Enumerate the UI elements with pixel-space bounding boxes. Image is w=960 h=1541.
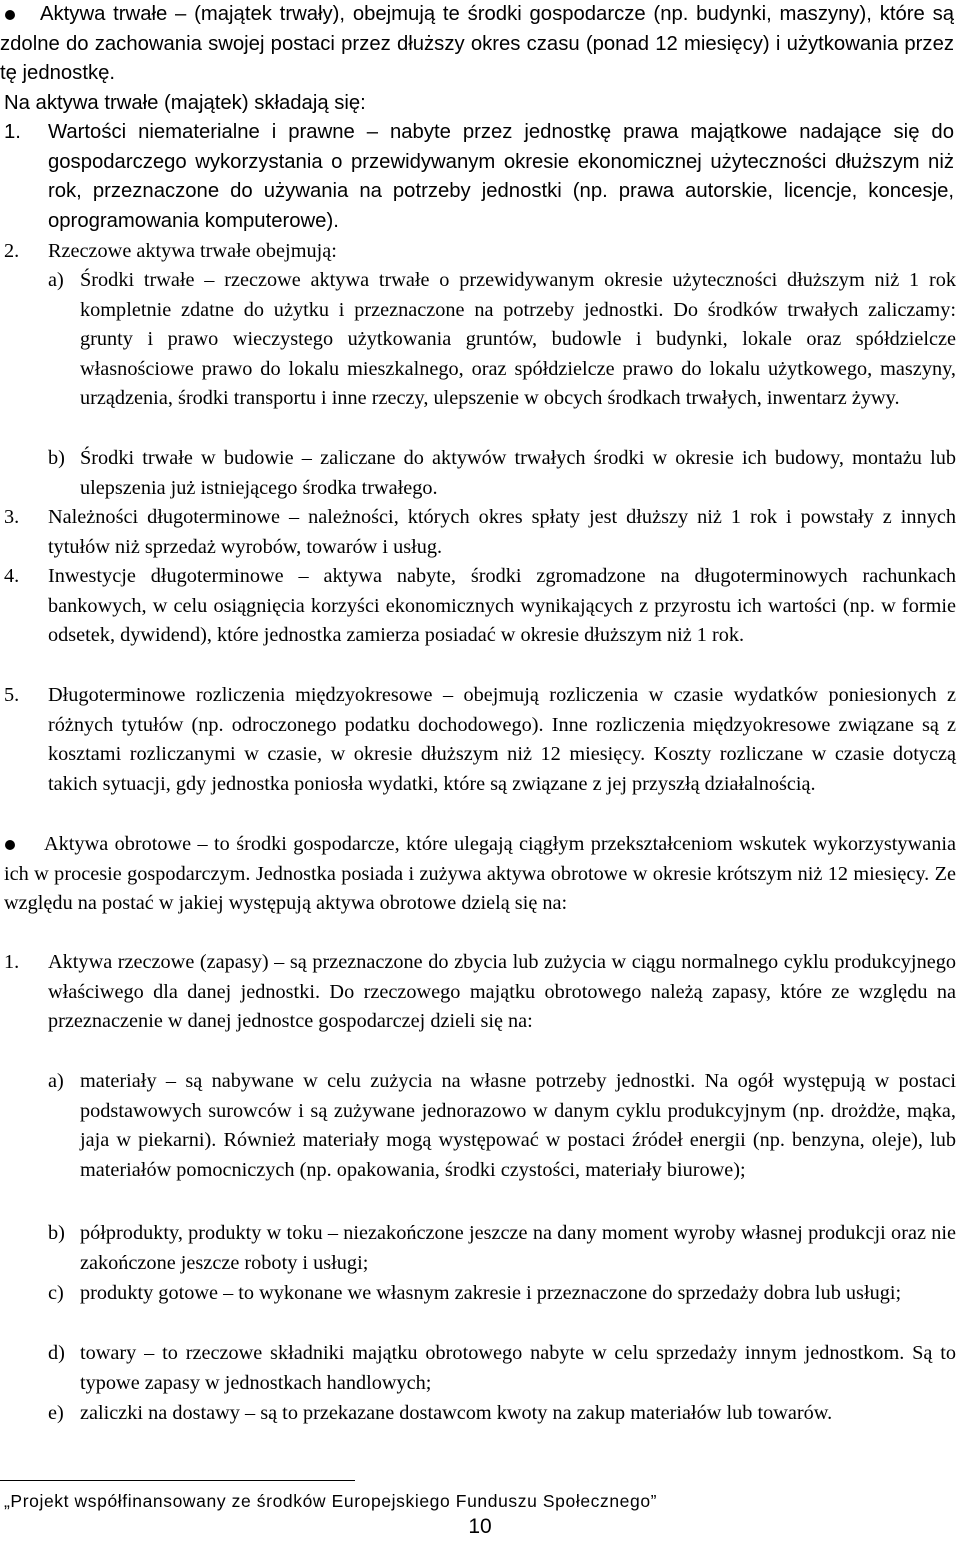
item-number: 4.	[4, 565, 20, 587]
footer-divider	[0, 1480, 355, 1481]
sub-label: a)	[48, 269, 64, 291]
fixed-asset-item-3	[4, 503, 956, 562]
sub-label: e)	[48, 1402, 64, 1424]
stock-sub-a	[48, 1067, 956, 1185]
sub-label: a)	[48, 1070, 64, 1092]
stock-sub-b	[48, 1219, 956, 1278]
sub-label: d)	[48, 1342, 65, 1364]
fixed-assets-intro-line: Na aktywa trwałe (majątek) składają się:	[4, 92, 366, 114]
tangible-sub-b	[48, 444, 956, 503]
item-number: 2.	[4, 240, 20, 262]
item-text: Długoterminowe rozliczenia międzyokresowe – obejmują rozliczenia w czasie wydatków poniesionych z różnych tytułów (np. odroczonego podatku dochodowego). Inne rozliczenia międzyokresowe związane są z kosztami rozliczanymi w czasie, w okresie dłuższym niż 12 miesięcy. Koszty rozliczane w czasie dotyczą takich sytuacji, gdy jednostka poniosła wydatki, które są związane z jej przyszłą działalnością.	[48, 684, 956, 795]
fixed-asset-item-2	[4, 237, 954, 267]
sub-label: c)	[48, 1282, 64, 1304]
bullet-icon	[5, 10, 15, 20]
sub-text: Środki trwałe – rzeczowe aktywa trwałe o przewidywanym okresie użyteczności dłuższym niż 1 rok kompletnie zdatne do użytku i przeznaczone na potrzeby jednostki. Do środków trwałych zaliczamy: grunty i prawo wieczystego użytkowania gruntów, budowle i budynki, lokale oraz spółdzielcze własnościowe prawo do lokalu mieszkalnego, oraz spółdzielcze prawo do lokalu użytkowego, maszyny, urządzenia, środki transportu i inne rzeczy, ulepszenie w obcych środkach trwałych, inwentarz żywy.	[80, 269, 956, 410]
sub-label: b)	[48, 447, 65, 469]
page-number: 10	[468, 1515, 492, 1538]
item-text: Należności długoterminowe – należności, których okres spłaty jest dłuższy niż 1 rok i powstały z innych tytułów niż sprzedaż wyrobów, towarów i usług.	[48, 506, 956, 558]
item-text: Inwestycje długoterminowe – aktywa nabyte, środki zgromadzone na długoterminowych rachunkach bankowych, w celu osiągnięcia korzyści ekonomicznych wynikających z przyrostu ich wartości (np. w formie odsetek, dywidend), które jednostka zamierza posiadać w okresie dłuższym niż 1 rok.	[48, 565, 956, 647]
bullet-current-assets-text: Aktywa obrotowe – to środki gospodarcze, które ulegają ciągłym przekształceniom wskutek wykorzystywania ich w procesie gospodarczym. Jednostka posiada i zużywa aktywa obrotowe w okresie krótszym niż 12 miesięcy. Ze względu na postać w jakiej występują aktywa obrotowe dzielą się na:	[4, 833, 956, 915]
sub-label: b)	[48, 1222, 65, 1244]
bullet-fixed-assets-text: Aktywa trwałe – (majątek trwały), obejmują te środki gospodarcze (np. budynki, maszyny), które są zdolne do zachowania swojej postaci przez dłuższy okres czasu (ponad 12 miesięcy) i użytkowania przez tę jednostkę.	[0, 3, 954, 85]
current-asset-item-1	[4, 948, 956, 1037]
tangible-sub-a	[48, 266, 956, 414]
stock-sub-e	[48, 1399, 956, 1429]
fixed-asset-item-1	[4, 118, 954, 236]
item-text: Aktywa rzeczowe (zapasy) – są przeznaczone do zbycia lub zużycia w ciągu normalnego cyklu produkcyjnego właściwego dla danej jednostki. Do rzeczowego majątku obrotowego należą zapasy, które ze względu na przeznaczenie w danej jednostce gospodarczej dzieli się na:	[48, 951, 956, 1033]
sub-text: produkty gotowe – to wykonane we własnym zakresie i przeznaczone do sprzedaży dobra lub usługi;	[80, 1282, 902, 1304]
sub-text: Środki trwałe w budowie – zaliczane do aktywów trwałych środki w okresie ich budowy, montażu lub ulepszenia już istniejącego środka trwałego.	[80, 447, 956, 499]
sub-text: półprodukty, produkty w toku – niezakończone jeszcze na dany moment wyroby własnej produkcji oraz nie zakończone jeszcze roboty i usługi;	[80, 1222, 956, 1274]
bullet-current-assets	[0, 830, 956, 919]
fixed-asset-item-4	[4, 562, 956, 651]
item-number: 1.	[4, 121, 21, 143]
stock-sub-d	[48, 1339, 956, 1398]
item-number: 5.	[4, 684, 20, 706]
item-number: 1.	[4, 951, 20, 973]
sub-text: zaliczki na dostawy – są to przekazane dostawcom kwoty na zakup materiałów lub towarów.	[80, 1402, 833, 1424]
item-text: Wartości niematerialne i prawne – nabyte przez jednostkę prawa majątkowe nadające się do gospodarczego wykorzystania o przewidywanym okresie ekonomicznej użyteczności dłuższym niż rok, przeznaczone do używania na potrzeby jednostki (np. prawa autorskie, licencje, koncesje, oprogramowania komputerowe).	[48, 121, 954, 232]
fixed-asset-item-5	[4, 681, 956, 799]
sub-text: towary – to rzeczowe składniki majątku obrotowego nabyte w celu sprzedaży innym jednostkom. Są to typowe zapasy w jednostkach handlowych;	[80, 1342, 956, 1394]
bullet-fixed-assets	[0, 0, 954, 89]
stock-sub-c	[48, 1279, 956, 1309]
sub-text: materiały – są nabywane w celu zużycia na własne potrzeby jednostki. Na ogół występują w postaci podstawowych surowców i są zużywane jednorazowo w danym cyklu produkcyjnym (np. drożdże, mąka, jaja w piekarni). Również materiały mogą występować w postaci źródeł energii (np. benzyna, oleje), lub materiałów pomocniczych (np. opakowania, środki czystości, materiały biurowe);	[80, 1070, 956, 1181]
bullet-icon	[5, 840, 15, 850]
item-number: 3.	[4, 506, 20, 528]
item-text: Rzeczowe aktywa trwałe obejmują:	[48, 240, 337, 262]
footer-note: „Projekt współfinansowany ze środków Europejskiego Funduszu Społecznego”	[4, 1491, 658, 1511]
